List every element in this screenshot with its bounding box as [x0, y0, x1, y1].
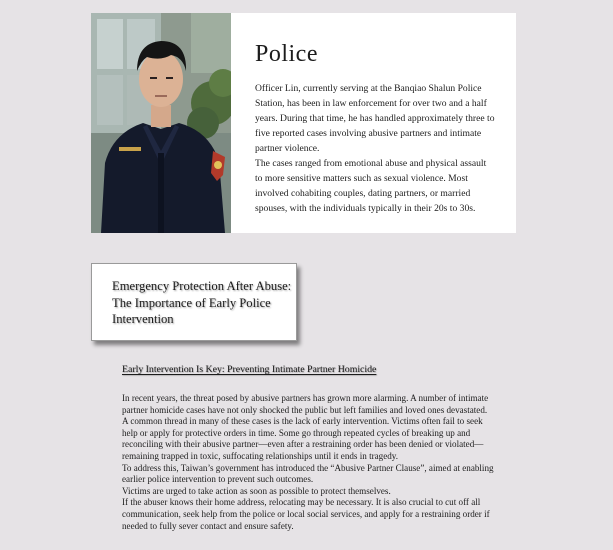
profile-title: Police: [255, 41, 318, 67]
article: [122, 363, 494, 532]
article-paragraph: If the abuser knows their home address, relocating may be necessary. It is also crucial to cut off all communication, seek help from the police or local social services, and apply for a restraining order if needed to fully sever contact and ensure safety.: [122, 497, 490, 531]
section-callout-box: [91, 263, 297, 341]
profile-card: [91, 13, 516, 233]
article-heading: Early Intervention Is Key: Preventing Intimate Partner Homicide: [122, 364, 377, 375]
officer-portrait-image: [91, 13, 231, 233]
article-paragraph: To address this, Taiwan’s government has introduced the “Abusive Partner Clause”, aimed at enabling earlier police intervention to prevent such outcomes.: [122, 462, 494, 485]
article-paragraph: A common thread in many of these cases is the lack of early intervention. Victims often fail to seek help or apply for protective orders in time. Some go through repeated cycles of breaking up and reconciling with their abusive partner—even after a restraining order has been denied or violated—remaining trapped in toxic, suffocating relationships until it ends in tragedy.: [122, 416, 484, 461]
article-paragraph: In recent years, the threat posed by abusive partners has grown more alarming. A number of intimate partner homicide cases have not only shocked the public but left families and loved ones devastated.: [122, 393, 489, 415]
profile-paragraph: The cases ranged from emotional abuse and physical assault to more sensitive matters such as sexual violence. Most involved cohabiting couples, dating partners, or married spouses, with the individuals typically in their 20s to 30s.: [255, 158, 487, 214]
profile-text: [255, 39, 495, 216]
profile-paragraph: Officer Lin, currently serving at the Banqiao Shalun Police Station, has been in law enforcement for over two and a half years. During that time, he has handled approximately three to five reported cases involving abusive partners and intimate partner violence.: [255, 83, 495, 154]
officer-photo: [91, 13, 231, 233]
article-paragraph: Victims are urged to take action as soon as possible to protect themselves.: [122, 485, 391, 496]
callout-title: Emergency Protection After Abuse: The Importance of Early Police Intervention: [112, 279, 292, 326]
